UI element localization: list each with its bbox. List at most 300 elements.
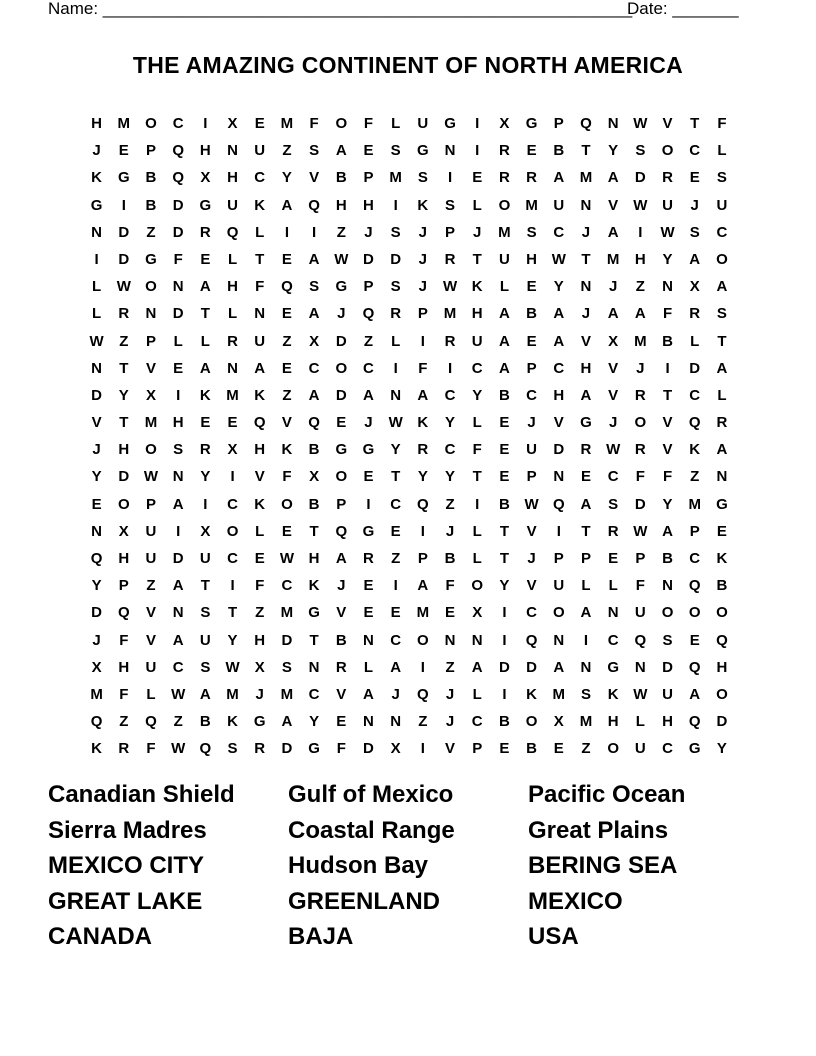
- grid-letter: M: [117, 115, 131, 132]
- grid-letter: L: [472, 522, 482, 540]
- grid-letter: W: [143, 468, 159, 486]
- grid-letter: P: [363, 278, 374, 296]
- grid-letter: T: [309, 522, 319, 540]
- grid-letter: D: [335, 386, 347, 404]
- grid-letter: B: [308, 441, 320, 459]
- grid-letter: P: [145, 332, 156, 350]
- grid-letter: T: [119, 414, 129, 432]
- grid-letter: E: [200, 250, 211, 268]
- grid-letter: K: [526, 685, 538, 703]
- grid-letter: Y: [662, 250, 673, 268]
- date-field[interactable]: Date: _______: [627, 0, 739, 18]
- grid-letter: D: [498, 658, 510, 676]
- grid-letter: Q: [253, 414, 266, 432]
- grid-letter: H: [118, 550, 130, 567]
- grid-letter: A: [308, 386, 320, 404]
- grid-letter: M: [226, 685, 239, 703]
- grid-letter: S: [200, 658, 211, 676]
- grid-letter: G: [417, 142, 429, 160]
- grid-letter: H: [580, 359, 592, 377]
- grid-letter: S: [390, 142, 401, 160]
- grid-letter: C: [471, 359, 483, 377]
- grid-letter: B: [498, 386, 510, 404]
- grid-letter: R: [227, 332, 238, 350]
- grid-letter: V: [553, 414, 564, 432]
- grid-letter: W: [171, 740, 186, 758]
- header-line: [48, 0, 748, 20]
- grid-letter: H: [172, 414, 184, 432]
- grid-letter: B: [145, 169, 157, 187]
- grid-letter: S: [173, 441, 184, 459]
- grid-letter: J: [92, 441, 101, 459]
- grid-letter: E: [363, 577, 374, 595]
- grid-letter: R: [526, 169, 538, 187]
- grid-letter: F: [717, 115, 727, 132]
- grid-letter: J: [690, 196, 699, 214]
- grid-letter: U: [634, 604, 646, 622]
- grid-letter: N: [91, 359, 103, 377]
- grid-letter: Y: [91, 468, 102, 486]
- grid-letter: D: [118, 250, 130, 268]
- grid-letter: F: [472, 441, 482, 459]
- grid-letter: I: [447, 169, 453, 187]
- grid-letter: T: [581, 522, 591, 540]
- grid-letter: J: [581, 223, 591, 241]
- grid-letter: E: [580, 468, 591, 486]
- grid-letter: U: [634, 740, 646, 758]
- grid-letter: M: [416, 604, 430, 622]
- grid-letter: R: [363, 550, 374, 567]
- grid-letter: L: [255, 522, 265, 540]
- grid-letter: E: [336, 414, 347, 432]
- grid-letter: K: [254, 495, 266, 513]
- grid-letter: Q: [308, 196, 320, 214]
- grid-letter: C: [308, 685, 320, 703]
- grid-letter: D: [634, 495, 646, 513]
- grid-letter: J: [418, 223, 428, 241]
- grid-letter: I: [284, 223, 289, 241]
- grid-letter: M: [552, 685, 566, 703]
- grid-letter: Y: [445, 468, 456, 486]
- grid-letter: K: [254, 386, 266, 404]
- grid-letter: W: [334, 250, 349, 268]
- grid-letter: O: [716, 685, 728, 703]
- grid-letter: A: [662, 522, 673, 540]
- grid-letter: R: [199, 441, 211, 459]
- grid-letter: W: [524, 495, 539, 513]
- grid-letter: S: [390, 223, 401, 241]
- grid-letter: I: [638, 223, 643, 241]
- grid-letter: F: [662, 305, 673, 323]
- grid-letter: P: [417, 305, 428, 323]
- grid-letter: A: [199, 359, 211, 377]
- grid-letter: J: [418, 250, 428, 268]
- grid-letter: E: [608, 550, 619, 567]
- grid-letter: X: [309, 468, 320, 486]
- grid-letter: E: [336, 713, 347, 731]
- grid-letter: V: [145, 631, 156, 649]
- grid-letter: A: [553, 169, 565, 187]
- grid-letter: A: [607, 305, 619, 323]
- grid-letter: Q: [552, 495, 565, 513]
- grid-letter: N: [607, 604, 619, 622]
- grid-letter: W: [633, 685, 648, 703]
- grid-letter: R: [607, 522, 619, 540]
- grid-letter: B: [526, 740, 538, 758]
- grid-letter: A: [716, 278, 728, 296]
- grid-letter: F: [635, 577, 645, 595]
- grid-letter: W: [633, 522, 648, 540]
- grid-letter: E: [526, 142, 537, 160]
- grid-letter: A: [689, 685, 701, 703]
- grid-letter: D: [335, 332, 347, 350]
- grid-letter: X: [91, 658, 102, 676]
- grid-letter: M: [579, 713, 593, 731]
- grid-letter: E: [716, 522, 727, 540]
- grid-letter: U: [199, 631, 211, 649]
- grid-letter: J: [608, 414, 618, 432]
- grid-letter: V: [445, 740, 456, 758]
- grid-letter: C: [553, 359, 565, 377]
- grid-letter: C: [172, 115, 184, 132]
- grid-letter: B: [145, 196, 157, 214]
- grid-letter: Z: [336, 223, 346, 241]
- grid-letter: P: [145, 495, 156, 513]
- grid-letter: C: [526, 386, 538, 404]
- grid-letter: M: [280, 685, 294, 703]
- grid-letter: X: [227, 441, 238, 459]
- grid-letter: Z: [690, 468, 700, 486]
- grid-letter: A: [363, 685, 374, 703]
- grid-letter: H: [607, 713, 619, 731]
- grid-letter: I: [203, 495, 208, 513]
- grid-letter: I: [583, 631, 589, 649]
- grid-letter: Y: [445, 414, 456, 432]
- grid-letter: R: [634, 386, 646, 404]
- grid-letter: S: [445, 196, 456, 214]
- grid-letter: H: [118, 658, 130, 676]
- grid-letter: C: [390, 631, 402, 649]
- grid-letter: V: [281, 414, 292, 432]
- grid-letter: P: [526, 359, 537, 377]
- grid-letter: K: [417, 196, 429, 214]
- grid-letter: A: [716, 441, 728, 459]
- grid-letter: F: [119, 685, 129, 703]
- grid-letter: J: [581, 305, 591, 323]
- grid-letter: N: [634, 658, 646, 676]
- grid-letter: R: [634, 441, 646, 459]
- grid-letter: G: [253, 713, 266, 731]
- grid-letter: M: [606, 250, 620, 268]
- word-list-item: Canadian Shield: [48, 781, 235, 808]
- grid-letter: U: [145, 522, 157, 540]
- grid-letter: J: [473, 223, 482, 241]
- grid-letter: O: [281, 495, 293, 513]
- grid-letter: J: [92, 142, 101, 160]
- grid-letter: N: [580, 658, 592, 676]
- name-field[interactable]: Name: ________________________________________________________: [48, 0, 633, 18]
- grid-letter: E: [363, 604, 374, 622]
- grid-letter: J: [608, 278, 618, 296]
- grid-letter: R: [689, 305, 701, 323]
- word-list-item: Sierra Madres: [48, 816, 207, 844]
- grid-letter: Q: [172, 169, 184, 187]
- grid-letter: S: [309, 142, 320, 160]
- grid-letter: X: [254, 658, 265, 676]
- grid-letter: O: [661, 142, 674, 160]
- grid-letter: Q: [281, 278, 293, 296]
- grid-letter: E: [173, 359, 184, 377]
- grid-letter: L: [92, 305, 102, 323]
- grid-letter: S: [200, 604, 211, 622]
- grid-letter: A: [607, 223, 619, 241]
- grid-letter: K: [716, 550, 728, 567]
- grid-letter: F: [662, 468, 673, 486]
- grid-letter: C: [444, 386, 456, 404]
- grid-letter: V: [254, 468, 265, 486]
- grid-letter: T: [391, 468, 401, 486]
- grid-letter: P: [635, 550, 646, 567]
- grid-letter: I: [420, 522, 425, 540]
- grid-letter: E: [689, 631, 700, 649]
- grid-letter: O: [145, 441, 157, 459]
- grid-letter: A: [281, 196, 293, 214]
- grid-letter: X: [390, 740, 401, 758]
- grid-letter: G: [335, 278, 348, 296]
- grid-letter: E: [227, 414, 238, 432]
- grid-letter: X: [200, 169, 211, 187]
- grid-letter: N: [716, 468, 728, 486]
- grid-letter: D: [553, 441, 565, 459]
- grid-letter: V: [336, 685, 347, 703]
- grid-letter: L: [173, 332, 183, 350]
- grid-letter: H: [335, 196, 347, 214]
- grid-letter: G: [716, 495, 728, 513]
- grid-letter: A: [716, 359, 728, 377]
- grid-letter: O: [335, 468, 348, 486]
- grid-letter: A: [172, 495, 184, 513]
- grid-letter: N: [390, 386, 402, 404]
- grid-letter: E: [390, 522, 401, 540]
- grid-letter: P: [118, 577, 129, 595]
- grid-letter: D: [91, 386, 103, 404]
- word-search-grid: [83, 114, 736, 767]
- grid-letter: C: [390, 495, 402, 513]
- grid-letter: I: [312, 223, 317, 241]
- grid-letter: E: [254, 550, 265, 567]
- grid-letter: W: [606, 441, 621, 459]
- grid-letter: X: [227, 115, 238, 132]
- grid-letter: O: [417, 631, 429, 649]
- grid-letter: N: [553, 468, 565, 486]
- grid-letter: N: [308, 658, 320, 676]
- grid-letter: R: [335, 658, 347, 676]
- grid-letter: C: [254, 169, 266, 187]
- grid-letter: X: [608, 332, 619, 350]
- grid-letter: F: [309, 115, 319, 132]
- grid-letter: S: [716, 169, 727, 187]
- grid-letter: J: [337, 305, 346, 323]
- grid-letter: A: [281, 713, 293, 731]
- grid-letter: C: [662, 740, 673, 758]
- grid-letter: Z: [119, 332, 129, 350]
- grid-letter: F: [119, 631, 129, 649]
- grid-letter: I: [94, 250, 99, 268]
- grid-letter: S: [526, 223, 537, 241]
- grid-letter: I: [393, 577, 398, 595]
- grid-letter: I: [176, 522, 181, 540]
- grid-letter: S: [689, 223, 700, 241]
- grid-letter: I: [475, 142, 480, 160]
- grid-letter: P: [145, 142, 156, 160]
- grid-letter: Z: [418, 713, 428, 731]
- grid-letter: J: [391, 685, 400, 703]
- grid-letter: M: [525, 196, 538, 214]
- grid-letter: W: [279, 550, 294, 567]
- grid-letter: Z: [119, 713, 129, 731]
- grid-letter: Y: [608, 142, 619, 160]
- grid-letter: H: [716, 658, 728, 676]
- grid-letter: W: [89, 332, 104, 350]
- grid-letter: Y: [417, 468, 428, 486]
- grid-letter: H: [471, 305, 483, 323]
- grid-letter: E: [281, 250, 292, 268]
- grid-letter: P: [445, 223, 456, 241]
- word-list-item: GREENLAND: [288, 887, 441, 915]
- word-list-item: BERING SEA: [528, 852, 678, 879]
- grid-letter: I: [230, 577, 235, 595]
- grid-letter: R: [254, 740, 266, 758]
- grid-letter: G: [580, 414, 592, 432]
- grid-letter: B: [716, 577, 728, 595]
- grid-letter: N: [662, 577, 673, 595]
- grid-letter: V: [662, 414, 673, 432]
- grid-letter: I: [366, 495, 371, 513]
- grid-letter: T: [119, 359, 129, 377]
- grid-letter: S: [635, 142, 646, 160]
- grid-letter: X: [309, 332, 320, 350]
- grid-letter: S: [309, 278, 320, 296]
- grid-letter: L: [581, 577, 591, 595]
- grid-letter: I: [475, 495, 480, 513]
- grid-letter: R: [199, 223, 211, 241]
- grid-letter: K: [91, 740, 103, 758]
- grid-letter: I: [420, 658, 425, 676]
- grid-letter: A: [553, 332, 565, 350]
- grid-letter: Q: [716, 631, 728, 649]
- grid-letter: A: [498, 305, 510, 323]
- grid-letter: V: [580, 332, 591, 350]
- grid-letter: N: [580, 196, 592, 214]
- grid-letter: M: [634, 332, 647, 350]
- grid-letter: H: [254, 441, 266, 459]
- grid-letter: H: [634, 250, 646, 268]
- grid-letter: V: [336, 604, 347, 622]
- grid-letter: A: [363, 386, 374, 404]
- grid-letter: O: [634, 414, 647, 432]
- grid-letter: J: [445, 522, 455, 540]
- grid-letter: R: [444, 332, 456, 350]
- grid-letter: E: [363, 142, 374, 160]
- grid-letter: E: [254, 115, 265, 132]
- grid-letter: F: [146, 740, 156, 758]
- grid-letter: D: [390, 250, 402, 268]
- grid-letter: B: [444, 550, 456, 567]
- grid-letter: F: [255, 577, 265, 595]
- grid-letter: E: [281, 359, 292, 377]
- grid-letter: H: [553, 386, 565, 404]
- grid-letter: L: [391, 332, 401, 350]
- grid-letter: F: [173, 250, 183, 268]
- grid-letter: C: [281, 577, 293, 595]
- grid-letter: L: [363, 658, 374, 676]
- grid-letter: B: [662, 332, 673, 350]
- word-list-item: CANADA: [48, 923, 152, 950]
- grid-letter: E: [91, 495, 102, 513]
- grid-letter: J: [92, 631, 101, 649]
- grid-letter: W: [551, 250, 566, 268]
- grid-letter: G: [145, 250, 157, 268]
- grid-letter: J: [364, 223, 373, 241]
- grid-letter: X: [689, 278, 700, 296]
- grid-letter: F: [445, 577, 455, 595]
- grid-letter: P: [472, 740, 483, 758]
- grid-letter: E: [689, 169, 700, 187]
- grid-letter: C: [308, 359, 320, 377]
- grid-letter: P: [580, 550, 591, 567]
- grid-letter: I: [475, 115, 480, 132]
- grid-letter: Z: [146, 577, 156, 595]
- grid-letter: N: [172, 278, 184, 296]
- grid-letter: L: [608, 577, 618, 595]
- grid-letter: G: [607, 658, 619, 676]
- grid-letter: S: [281, 658, 292, 676]
- grid-letter: X: [499, 115, 510, 132]
- grid-letter: T: [581, 250, 591, 268]
- grid-letter: Q: [634, 631, 647, 649]
- grid-letter: K: [689, 441, 701, 459]
- grid-letter: C: [607, 468, 619, 486]
- grid-letter: U: [227, 196, 238, 214]
- grid-letter: S: [580, 685, 591, 703]
- word-list-item: MEXICO CITY: [48, 852, 205, 879]
- grid-letter: Q: [580, 115, 592, 132]
- grid-letter: L: [391, 115, 401, 132]
- grid-letter: L: [499, 278, 509, 296]
- grid-letter: Q: [417, 685, 429, 703]
- grid-letter: G: [688, 740, 701, 758]
- grid-letter: D: [91, 604, 103, 622]
- grid-letter: J: [445, 713, 455, 731]
- grid-letter: Y: [227, 631, 238, 649]
- grid-letter: Q: [199, 740, 212, 758]
- grid-letter: D: [363, 740, 374, 758]
- grid-letter: Z: [146, 223, 156, 241]
- grid-letter: A: [335, 550, 347, 567]
- grid-letter: A: [390, 658, 402, 676]
- grid-letter: O: [716, 250, 728, 268]
- grid-letter: H: [199, 142, 211, 160]
- grid-letter: Q: [362, 305, 375, 323]
- grid-letter: L: [227, 305, 238, 323]
- grid-letter: E: [472, 169, 483, 187]
- grid-letter: W: [171, 685, 186, 703]
- grid-letter: G: [308, 604, 320, 622]
- grid-letter: U: [553, 577, 565, 595]
- grid-letter: A: [199, 685, 211, 703]
- grid-letter: V: [662, 115, 673, 132]
- grid-letter: O: [552, 604, 565, 622]
